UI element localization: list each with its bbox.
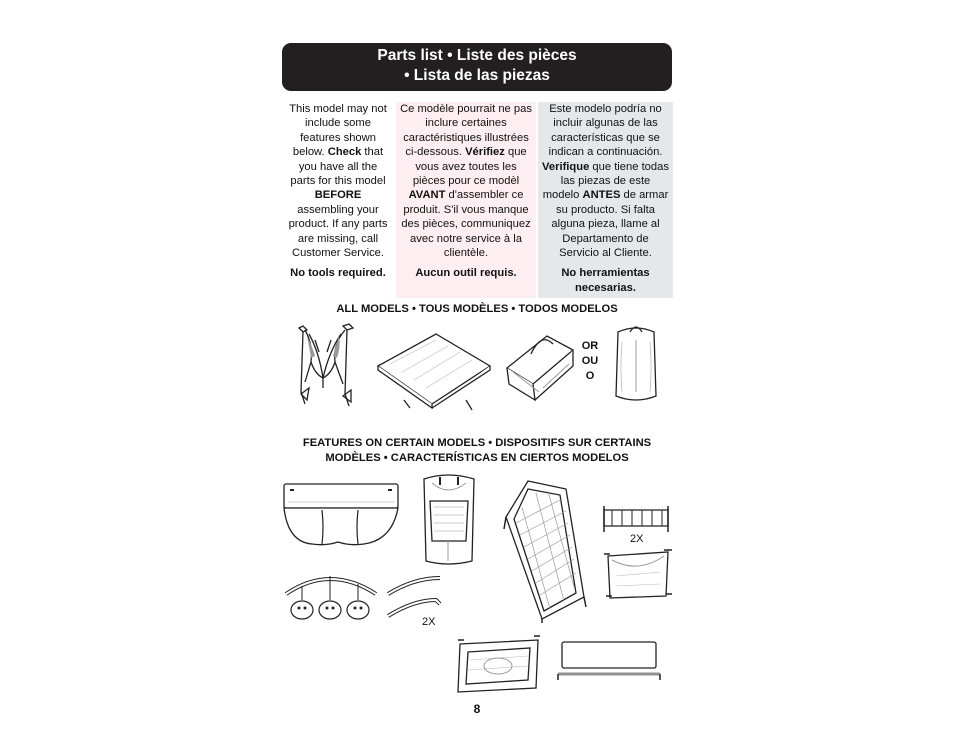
english-note: No tools required. — [290, 267, 386, 280]
fr-bold-2: AVANT — [408, 189, 446, 202]
fr-bold-1: Vérifiez — [465, 146, 505, 159]
spanish-text — [541, 102, 670, 260]
changer-icon — [602, 548, 674, 604]
playard-frame-icon — [293, 322, 359, 412]
es-bold-1: Verifique — [542, 160, 590, 173]
es-text-2: que tiene todas las piezas de este modelo — [542, 160, 669, 202]
spanish-note: No herramientas necesarias. — [561, 267, 650, 294]
french-note: Aucun outil requis. — [415, 267, 517, 280]
or-spanish: O — [585, 370, 595, 382]
or-label — [574, 339, 606, 384]
mobile-toy-bar-icon — [282, 570, 382, 630]
en-text-1: This model may not include some features shown below. — [289, 103, 387, 159]
fr-text-3: d'assembler ce produit. S'il vous manque des pièces, communiquez avec notre service à la clientèle. — [401, 189, 531, 260]
parts-list-header — [282, 43, 672, 91]
bassinet-icon — [502, 477, 586, 623]
en-bold-1: Check — [327, 146, 362, 159]
hanging-storage-icon — [418, 471, 480, 567]
spanish-column — [538, 102, 673, 298]
carry-bag-upright-icon — [610, 322, 662, 406]
es-text-3: de armar su producto. Si falta alguna pieza, llame al Departamento de Servicio al Cliente. — [551, 189, 669, 260]
features-heading: FEATURES ON CERTAIN MODELS • DISPOSITIFS SUR CERTAINS MODÈLES • CARACTERÍSTICAS EN CIERTOS MODELOS — [302, 437, 652, 464]
side-rails-qty: 2X — [630, 533, 644, 545]
en-text-2: that you have all the parts for this model — [290, 146, 386, 188]
all-models-heading: ALL MODELS • TOUS MODÈLES • TODOS MODELOS — [336, 303, 618, 315]
en-bold-2: BEFORE — [314, 189, 362, 202]
header-line-1: Parts list • Liste des pièces — [377, 47, 577, 64]
side-rails-icon — [600, 504, 672, 534]
mattress-pad-icon — [374, 330, 492, 412]
header-line-2: • Lista de las piezas — [404, 67, 550, 84]
page-number: 8 — [473, 702, 481, 716]
canopy-arm-icon — [384, 574, 444, 618]
french-text — [399, 102, 533, 260]
fr-text-1: Ce modèle pourrait ne pas inclure certaines caractéristiques illustrées ci-dessous. — [400, 103, 532, 159]
french-column — [396, 102, 536, 298]
carry-bag-icon — [503, 322, 575, 402]
or-french: OU — [581, 355, 599, 367]
rail-cover-icon — [556, 640, 664, 682]
english-column — [282, 102, 394, 298]
es-text-1: Este modelo podría no incluir algunas de las características que se indican a continuación. — [548, 103, 663, 159]
fr-text-2: que vous avez toutes les pièces pour ce modèl — [412, 146, 527, 188]
en-text-3: assembling your product. If any parts are missing, call Customer Service. — [288, 203, 388, 260]
sleeper-insert-icon — [454, 636, 542, 696]
canopy-arms-qty: 2X — [422, 616, 436, 628]
organizer-icon — [282, 482, 400, 548]
english-text — [285, 102, 391, 260]
or-english: OR — [581, 340, 599, 352]
es-bold-2: ANTES — [582, 189, 621, 202]
